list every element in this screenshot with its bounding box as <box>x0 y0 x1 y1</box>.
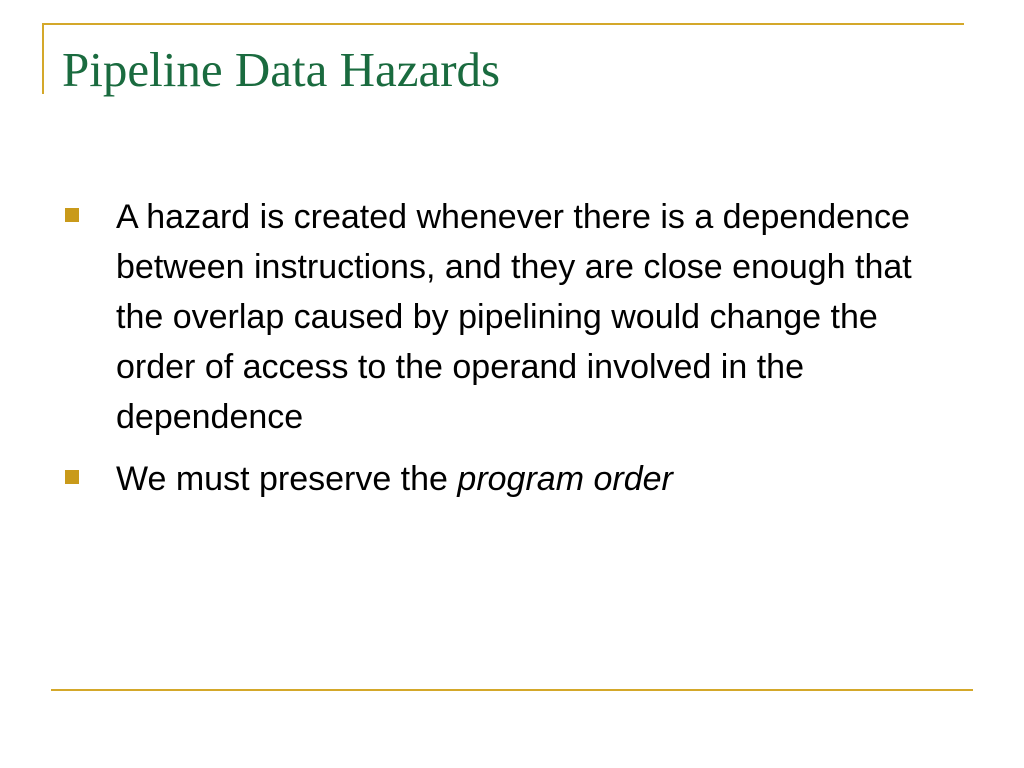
bullet-item-program-order <box>62 454 962 504</box>
bullet-item-hazard-definition <box>62 192 962 442</box>
bullet-text-prefix: We must preserve the <box>116 460 458 498</box>
bullet-text: A hazard is created whenever there is a dependence between instructions, and they are close enough that the overlap caused by pipelining would change the order of access to the operand involved in the dependence <box>116 198 912 436</box>
square-bullet-icon <box>65 208 79 222</box>
top-rule <box>42 23 964 25</box>
bullet-text <box>116 454 962 504</box>
slide-title: Pipeline Data Hazards <box>62 42 501 97</box>
left-rule <box>42 23 44 94</box>
bullet-text-emphasis: program order <box>457 460 673 498</box>
bottom-rule <box>51 689 973 691</box>
square-bullet-icon <box>65 470 79 484</box>
bullet-list <box>62 192 962 516</box>
